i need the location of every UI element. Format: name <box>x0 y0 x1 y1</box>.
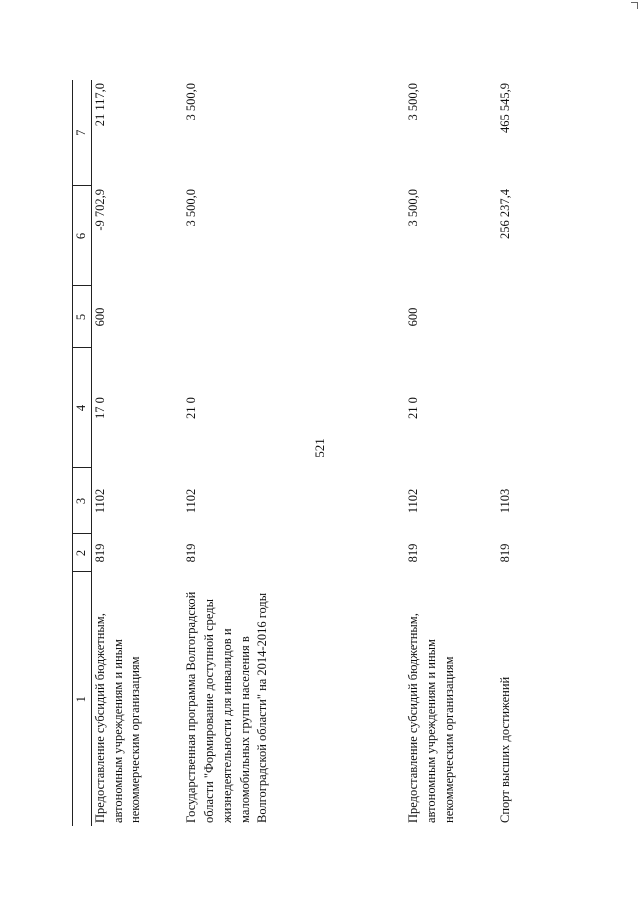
row-section: 1102 <box>92 488 107 514</box>
row-name: Предоставление субсидий бюджетным, автономным учреждениям и иным некоммерческим организациям <box>92 613 143 823</box>
row-section: 1102 <box>406 488 421 514</box>
header-col-1: 1 <box>73 572 92 826</box>
row-name: Государственная программа Волгоградской области "Формирование доступной среды жизнедеятельности для инвалидов и маломобильных групп населения в Волгоградской области" на 2014-2016 годы <box>184 591 270 823</box>
row-target: 21 0 <box>184 397 199 419</box>
table-row <box>405 80 497 826</box>
row-total: 465 545,9 <box>498 83 513 133</box>
row-code: 819 <box>92 543 107 563</box>
row-section: 1103 <box>498 488 513 514</box>
row-section: 1102 <box>184 488 199 514</box>
row-total: 3 500,0 <box>406 83 421 121</box>
header-col-5: 5 <box>73 286 92 348</box>
row-code: 819 <box>184 543 199 563</box>
table-row <box>497 80 521 826</box>
row-type: 600 <box>92 307 107 327</box>
row-code: 819 <box>406 543 421 563</box>
row-type <box>183 286 405 348</box>
table-row <box>183 80 405 826</box>
rotated-budget-table <box>72 80 520 826</box>
table-row <box>91 80 183 826</box>
row-target: 17 0 <box>92 397 107 419</box>
budget-table <box>72 80 521 826</box>
header-col-4: 4 <box>73 348 92 468</box>
row-target <box>497 348 521 468</box>
page-number: 521 <box>312 438 327 458</box>
header-col-7: 7 <box>73 80 92 186</box>
row-name: Предоставление субсидий бюджетным, автономным учреждениям и иным некоммерческим организациям <box>406 613 456 823</box>
table-header-row <box>73 80 92 826</box>
corner-mark <box>631 2 638 9</box>
header-col-6: 6 <box>73 186 92 286</box>
row-name: Спорт высших достижений <box>498 676 513 823</box>
row-change: 3 500,0 <box>184 189 199 227</box>
row-total: 3 500,0 <box>184 83 199 121</box>
row-change: -9 702,9 <box>92 189 107 231</box>
row-type <box>497 286 521 348</box>
row-change: 3 500,0 <box>406 189 421 227</box>
header-col-3: 3 <box>73 468 92 534</box>
row-target: 21 0 <box>406 397 421 419</box>
header-col-2: 2 <box>73 534 92 572</box>
row-type: 600 <box>406 307 421 327</box>
row-total: 21 117,0 <box>92 83 107 127</box>
row-change: 256 237,4 <box>498 189 513 239</box>
row-code: 819 <box>498 543 513 563</box>
